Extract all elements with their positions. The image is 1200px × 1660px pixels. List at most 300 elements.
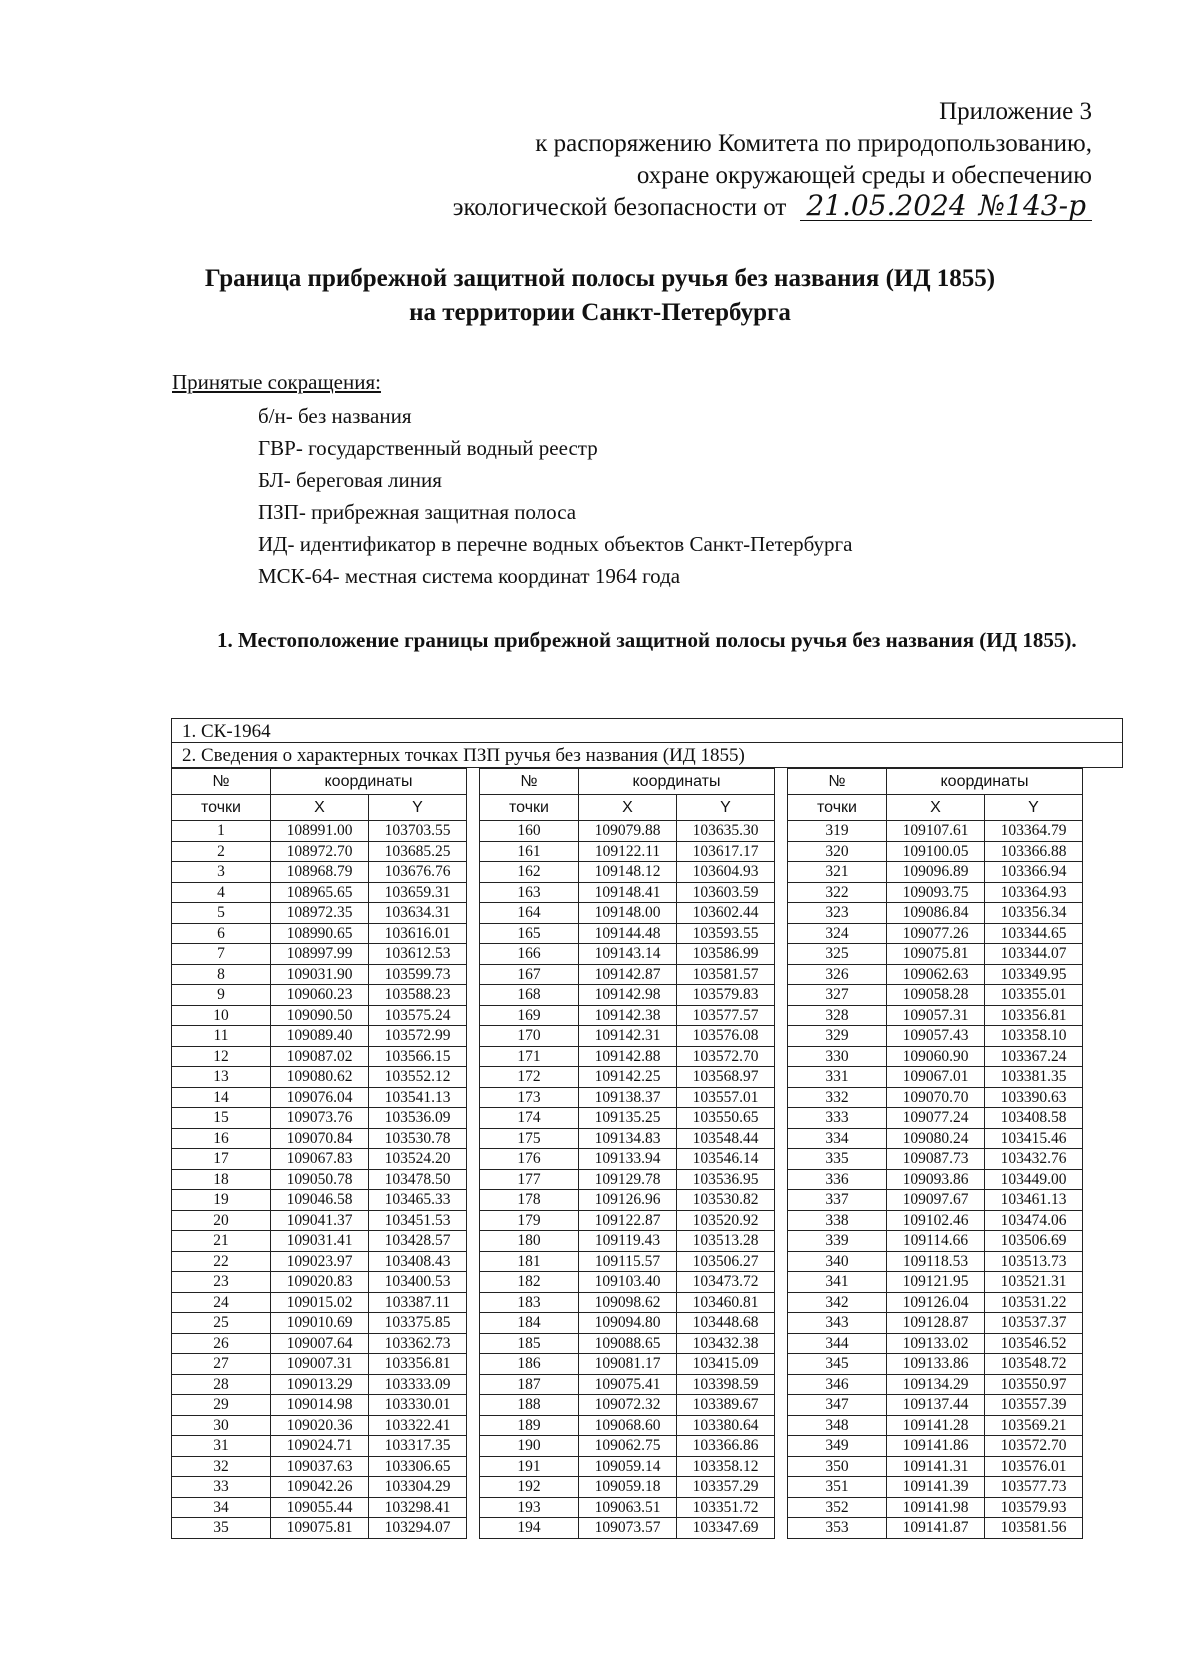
x-coordinate: 109079.88 (579, 821, 677, 842)
point-number: 6 (172, 923, 271, 944)
y-coordinate: 103478.50 (369, 1169, 467, 1190)
table-row (172, 923, 467, 944)
x-coordinate: 109020.83 (271, 1272, 369, 1293)
table-row (172, 1231, 467, 1252)
point-number: 22 (172, 1251, 271, 1272)
y-coordinate: 103676.76 (369, 862, 467, 883)
x-coordinate: 109063.51 (579, 1497, 677, 1518)
table-row (172, 1456, 467, 1477)
point-number: 7 (172, 944, 271, 965)
table-row (480, 1128, 775, 1149)
x-coordinate: 109134.29 (887, 1374, 985, 1395)
num-header: № (172, 769, 271, 795)
point-number: 170 (480, 1026, 579, 1047)
y-coordinate: 103357.29 (677, 1477, 775, 1498)
point-number: 34 (172, 1497, 271, 1518)
y-coordinate: 103389.67 (677, 1395, 775, 1416)
y-coordinate: 103552.12 (369, 1067, 467, 1088)
y-coordinate: 103524.20 (369, 1149, 467, 1170)
table-row (788, 964, 1083, 985)
table-row (788, 1169, 1083, 1190)
y-coordinate: 103351.72 (677, 1497, 775, 1518)
table-row (172, 1272, 467, 1293)
y-coordinate: 103513.73 (985, 1251, 1083, 1272)
table-row (480, 964, 775, 985)
coordinate-system-row: 1. СК-1964 (171, 718, 1123, 743)
point-number: 348 (788, 1415, 887, 1436)
y-coordinate: 103358.10 (985, 1026, 1083, 1047)
y-coordinate: 103451.53 (369, 1210, 467, 1231)
y-coordinate: 103572.70 (985, 1436, 1083, 1457)
y-coordinate: 103659.31 (369, 882, 467, 903)
table-row (480, 1169, 775, 1190)
handwritten-number: №143-р (973, 192, 1092, 221)
point-number: 28 (172, 1374, 271, 1395)
y-coordinate: 103581.56 (985, 1518, 1083, 1539)
point-number: 3 (172, 862, 271, 883)
y-coordinate: 103387.11 (369, 1292, 467, 1313)
x-coordinate: 109059.18 (579, 1477, 677, 1498)
x-coordinate: 109142.88 (579, 1046, 677, 1067)
table-row (480, 1518, 775, 1539)
x-coordinate: 109068.60 (579, 1415, 677, 1436)
x-coordinate: 109007.31 (271, 1354, 369, 1375)
point-number: 20 (172, 1210, 271, 1231)
abbreviation-item: МСК-64- местная система координат 1964 года (258, 564, 681, 588)
table-row (172, 1026, 467, 1047)
x-coordinate: 109141.86 (887, 1436, 985, 1457)
y-coordinate: 103506.27 (677, 1251, 775, 1272)
x-coordinate: 109098.62 (579, 1292, 677, 1313)
table-row (172, 1374, 467, 1395)
y-coordinate: 103390.63 (985, 1087, 1083, 1108)
point-number: 162 (480, 862, 579, 883)
point-number: 184 (480, 1313, 579, 1334)
point-number: 351 (788, 1477, 887, 1498)
y-coordinate: 103536.95 (677, 1169, 775, 1190)
x-coordinate: 109081.17 (579, 1354, 677, 1375)
point-number: 191 (480, 1456, 579, 1477)
table-row (788, 1128, 1083, 1149)
y-coordinate: 103317.35 (369, 1436, 467, 1457)
point-number: 24 (172, 1292, 271, 1313)
x-coordinate: 109077.24 (887, 1108, 985, 1129)
y-coordinate: 103381.35 (985, 1067, 1083, 1088)
point-number: 339 (788, 1231, 887, 1252)
x-coordinate: 109141.98 (887, 1497, 985, 1518)
points-info-row: 2. Сведения о характерных точках ПЗП ручья без названия (ИД 1855) (171, 743, 1123, 768)
table-row (480, 1292, 775, 1313)
point-number: 338 (788, 1210, 887, 1231)
header-row (788, 769, 1083, 795)
table-row (172, 1108, 467, 1129)
y-coordinate: 103572.70 (677, 1046, 775, 1067)
point-number: 323 (788, 903, 887, 924)
table-row (788, 1108, 1083, 1129)
table-row (480, 1477, 775, 1498)
table-row (480, 821, 775, 842)
point-number: 166 (480, 944, 579, 965)
table-row (480, 1026, 775, 1047)
x-coordinate: 109062.75 (579, 1436, 677, 1457)
x-coordinate: 109128.87 (887, 1313, 985, 1334)
table-row (480, 1354, 775, 1375)
point-number: 343 (788, 1313, 887, 1334)
y-coordinate: 103355.01 (985, 985, 1083, 1006)
point-number: 186 (480, 1354, 579, 1375)
table-row (788, 1087, 1083, 1108)
y-coordinate: 103408.58 (985, 1108, 1083, 1129)
point-number: 8 (172, 964, 271, 985)
point-number: 192 (480, 1477, 579, 1498)
y-coordinate: 103548.72 (985, 1354, 1083, 1375)
point-number: 33 (172, 1477, 271, 1498)
point-number: 14 (172, 1087, 271, 1108)
y-coordinate: 103616.01 (369, 923, 467, 944)
point-number: 321 (788, 862, 887, 883)
x-coordinate: 109144.48 (579, 923, 677, 944)
point-number: 27 (172, 1354, 271, 1375)
table-row (172, 1067, 467, 1088)
point-number: 340 (788, 1251, 887, 1272)
table-row (788, 1374, 1083, 1395)
point-number: 353 (788, 1518, 887, 1539)
x-coordinate: 109119.43 (579, 1231, 677, 1252)
table-row (172, 903, 467, 924)
y-coordinate: 103577.73 (985, 1477, 1083, 1498)
y-coordinate: 103541.13 (369, 1087, 467, 1108)
y-coordinate: 103449.00 (985, 1169, 1083, 1190)
x-coordinate: 109090.50 (271, 1005, 369, 1026)
x-coordinate: 109037.63 (271, 1456, 369, 1477)
point-number: 194 (480, 1518, 579, 1539)
y-coordinate: 103521.31 (985, 1272, 1083, 1293)
y-coordinate: 103602.44 (677, 903, 775, 924)
y-coordinate: 103398.59 (677, 1374, 775, 1395)
x-coordinate: 109107.61 (887, 821, 985, 842)
y-coordinate: 103474.06 (985, 1210, 1083, 1231)
y-coordinate: 103703.55 (369, 821, 467, 842)
point-number: 178 (480, 1190, 579, 1211)
x-coordinate: 109102.46 (887, 1210, 985, 1231)
point-number: 193 (480, 1497, 579, 1518)
x-coordinate: 109050.78 (271, 1169, 369, 1190)
y-coordinate: 103344.07 (985, 944, 1083, 965)
header-row (172, 795, 467, 821)
table-row (480, 1231, 775, 1252)
y-coordinate: 103448.68 (677, 1313, 775, 1334)
x-coordinate: 109024.71 (271, 1436, 369, 1457)
table-row (788, 1395, 1083, 1416)
x-coordinate: 109059.14 (579, 1456, 677, 1477)
table-row (172, 1046, 467, 1067)
point-number: 18 (172, 1169, 271, 1190)
y-coordinate: 103604.93 (677, 862, 775, 883)
x-coordinate: 109075.81 (887, 944, 985, 965)
table-row (788, 923, 1083, 944)
y-coordinate: 103465.33 (369, 1190, 467, 1211)
table-row (480, 1415, 775, 1436)
x-coordinate: 109073.57 (579, 1518, 677, 1539)
y-coordinate: 103599.73 (369, 964, 467, 985)
x-coordinate: 109133.94 (579, 1149, 677, 1170)
point-number: 324 (788, 923, 887, 944)
y-coordinate: 103603.59 (677, 882, 775, 903)
y-coordinate: 103304.29 (369, 1477, 467, 1498)
x-coordinate: 109046.58 (271, 1190, 369, 1211)
y-coordinate: 103322.41 (369, 1415, 467, 1436)
table-row (788, 862, 1083, 883)
y-coordinate: 103415.09 (677, 1354, 775, 1375)
x-coordinate: 109133.02 (887, 1333, 985, 1354)
x-coordinate: 109031.41 (271, 1231, 369, 1252)
x-coordinate: 109133.86 (887, 1354, 985, 1375)
point-number: 171 (480, 1046, 579, 1067)
x-coordinate: 109097.67 (887, 1190, 985, 1211)
abbreviation-item: ИД- идентификатор в перечне водных объектов Санкт-Петербурга (258, 532, 853, 556)
x-coordinate: 109086.84 (887, 903, 985, 924)
table-row (788, 1497, 1083, 1518)
y-coordinate: 103364.79 (985, 821, 1083, 842)
y-coordinate: 103557.01 (677, 1087, 775, 1108)
x-coordinate: 109134.83 (579, 1128, 677, 1149)
y-coordinate: 103364.93 (985, 882, 1083, 903)
table-row (172, 841, 467, 862)
table-row (172, 964, 467, 985)
x-coordinate: 109143.14 (579, 944, 677, 965)
table-row (480, 1374, 775, 1395)
coordinate-subtables (171, 768, 1123, 1588)
x-coordinate: 109141.39 (887, 1477, 985, 1498)
table-row (788, 1005, 1083, 1026)
table-row (788, 1313, 1083, 1334)
x-coordinate: 109060.23 (271, 985, 369, 1006)
point-number: 25 (172, 1313, 271, 1334)
point-number: 332 (788, 1087, 887, 1108)
x-coordinate: 109129.78 (579, 1169, 677, 1190)
y-coordinate: 103546.14 (677, 1149, 775, 1170)
x-coordinate: 109067.83 (271, 1149, 369, 1170)
date-prefix: экологической безопасности от (452, 194, 787, 221)
point-number: 15 (172, 1108, 271, 1129)
table-row (788, 1149, 1083, 1170)
x-coordinate: 108965.65 (271, 882, 369, 903)
table-row (480, 1313, 775, 1334)
y-coordinate: 103635.30 (677, 821, 775, 842)
point-number: 352 (788, 1497, 887, 1518)
header-row (172, 769, 467, 795)
point-header: точки (480, 795, 579, 821)
point-number: 188 (480, 1395, 579, 1416)
y-coordinate: 103460.81 (677, 1292, 775, 1313)
y-coordinate: 103428.57 (369, 1231, 467, 1252)
abbreviations-heading: Принятые сокращения: (172, 370, 381, 394)
x-coordinate: 109042.26 (271, 1477, 369, 1498)
table-row (480, 1005, 775, 1026)
point-number: 187 (480, 1374, 579, 1395)
coords-header: координаты (887, 769, 1083, 795)
table-row (788, 1456, 1083, 1477)
coords-header: координаты (271, 769, 467, 795)
point-number: 341 (788, 1272, 887, 1293)
y-coordinate: 103550.65 (677, 1108, 775, 1129)
point-number: 19 (172, 1190, 271, 1211)
table-row (480, 1046, 775, 1067)
table-row (480, 862, 775, 883)
x-coordinate: 109142.31 (579, 1026, 677, 1047)
point-number: 176 (480, 1149, 579, 1170)
x-coordinate: 109075.81 (271, 1518, 369, 1539)
x-coordinate: 109142.38 (579, 1005, 677, 1026)
point-number: 2 (172, 841, 271, 862)
x-coordinate: 109062.63 (887, 964, 985, 985)
handwritten-date: 21.05.2024 (800, 192, 972, 221)
x-coordinate: 109138.37 (579, 1087, 677, 1108)
table-row (788, 841, 1083, 862)
point-number: 17 (172, 1149, 271, 1170)
x-coordinate: 109142.98 (579, 985, 677, 1006)
point-number: 172 (480, 1067, 579, 1088)
coordinate-subtable (479, 768, 775, 1539)
table-row (172, 1149, 467, 1170)
committee-line: охране окружающей среды и обеспечению (636, 162, 1092, 189)
table-row (788, 882, 1083, 903)
point-number: 32 (172, 1456, 271, 1477)
x-coordinate: 109126.04 (887, 1292, 985, 1313)
x-coordinate: 109031.90 (271, 964, 369, 985)
x-coordinate: 109087.73 (887, 1149, 985, 1170)
x-coordinate: 108990.65 (271, 923, 369, 944)
point-number: 177 (480, 1169, 579, 1190)
num-header: № (480, 769, 579, 795)
x-coordinate: 108991.00 (271, 821, 369, 842)
x-coordinate: 109122.11 (579, 841, 677, 862)
table-row (480, 1456, 775, 1477)
table-row (788, 1354, 1083, 1375)
x-coordinate: 109103.40 (579, 1272, 677, 1293)
abbreviation-item: ГВР- государственный водный реестр (258, 436, 598, 460)
table-row (788, 1190, 1083, 1211)
y-coordinate: 103298.41 (369, 1497, 467, 1518)
point-number: 328 (788, 1005, 887, 1026)
point-number: 349 (788, 1436, 887, 1457)
table-row (480, 944, 775, 965)
point-number: 163 (480, 882, 579, 903)
table-row (480, 1497, 775, 1518)
point-number: 331 (788, 1067, 887, 1088)
y-coordinate: 103530.78 (369, 1128, 467, 1149)
table-row (480, 1272, 775, 1293)
x-coordinate: 109148.00 (579, 903, 677, 924)
table-row (172, 1128, 467, 1149)
y-coordinate: 103550.97 (985, 1374, 1083, 1395)
x-coordinate: 109126.96 (579, 1190, 677, 1211)
table-row (172, 1313, 467, 1334)
header-row (480, 795, 775, 821)
date-line (452, 189, 1092, 224)
table-row (480, 923, 775, 944)
point-number: 183 (480, 1292, 579, 1313)
x-coordinate: 109087.02 (271, 1046, 369, 1067)
table-row (172, 1395, 467, 1416)
point-number: 9 (172, 985, 271, 1006)
point-number: 169 (480, 1005, 579, 1026)
point-number: 165 (480, 923, 579, 944)
table-row (788, 1333, 1083, 1354)
x-coordinate: 109057.43 (887, 1026, 985, 1047)
x-coordinate: 109080.24 (887, 1128, 985, 1149)
x-coordinate: 108968.79 (271, 862, 369, 883)
point-number: 347 (788, 1395, 887, 1416)
point-number: 350 (788, 1456, 887, 1477)
y-coordinate: 103548.44 (677, 1128, 775, 1149)
x-header: X (887, 795, 985, 821)
y-coordinate: 103362.73 (369, 1333, 467, 1354)
table-row (480, 1436, 775, 1457)
point-number: 320 (788, 841, 887, 862)
table-row (172, 944, 467, 965)
point-number: 190 (480, 1436, 579, 1457)
table-row (172, 1333, 467, 1354)
x-coordinate: 109075.41 (579, 1374, 677, 1395)
y-coordinate: 103408.43 (369, 1251, 467, 1272)
point-number: 180 (480, 1231, 579, 1252)
table-row (788, 944, 1083, 965)
table-row (480, 1190, 775, 1211)
table-row (480, 1210, 775, 1231)
point-number: 337 (788, 1190, 887, 1211)
x-coordinate: 109142.25 (579, 1067, 677, 1088)
x-coordinate: 109115.57 (579, 1251, 677, 1272)
point-number: 181 (480, 1251, 579, 1272)
table-row (788, 1231, 1083, 1252)
table-row (788, 1477, 1083, 1498)
y-coordinate: 103575.24 (369, 1005, 467, 1026)
abbreviation-item: ПЗП- прибрежная защитная полоса (258, 500, 577, 524)
x-coordinate: 109013.29 (271, 1374, 369, 1395)
table-row (480, 1108, 775, 1129)
y-coordinate: 103375.85 (369, 1313, 467, 1334)
y-coordinate: 103333.09 (369, 1374, 467, 1395)
header-row (788, 795, 1083, 821)
x-coordinate: 109073.76 (271, 1108, 369, 1129)
y-coordinate: 103579.93 (985, 1497, 1083, 1518)
y-coordinate: 103294.07 (369, 1518, 467, 1539)
x-coordinate: 109093.75 (887, 882, 985, 903)
title-line-2: на территории Санкт-Петербурга (409, 299, 791, 326)
x-coordinate: 109057.31 (887, 1005, 985, 1026)
y-coordinate: 103593.55 (677, 923, 775, 944)
table-row (172, 1415, 467, 1436)
x-header: X (579, 795, 677, 821)
appendix-header (453, 96, 1092, 224)
y-coordinate: 103366.94 (985, 862, 1083, 883)
table-row (788, 985, 1083, 1006)
x-coordinate: 109137.44 (887, 1395, 985, 1416)
point-number: 23 (172, 1272, 271, 1293)
header-row (480, 769, 775, 795)
y-coordinate: 103586.99 (677, 944, 775, 965)
table-row (788, 1210, 1083, 1231)
point-number: 182 (480, 1272, 579, 1293)
point-number: 160 (480, 821, 579, 842)
abbreviations-list (258, 400, 852, 592)
y-coordinate: 103531.22 (985, 1292, 1083, 1313)
table-row (788, 903, 1083, 924)
coordinate-subtable (787, 768, 1083, 1539)
point-number: 325 (788, 944, 887, 965)
x-coordinate: 109094.80 (579, 1313, 677, 1334)
